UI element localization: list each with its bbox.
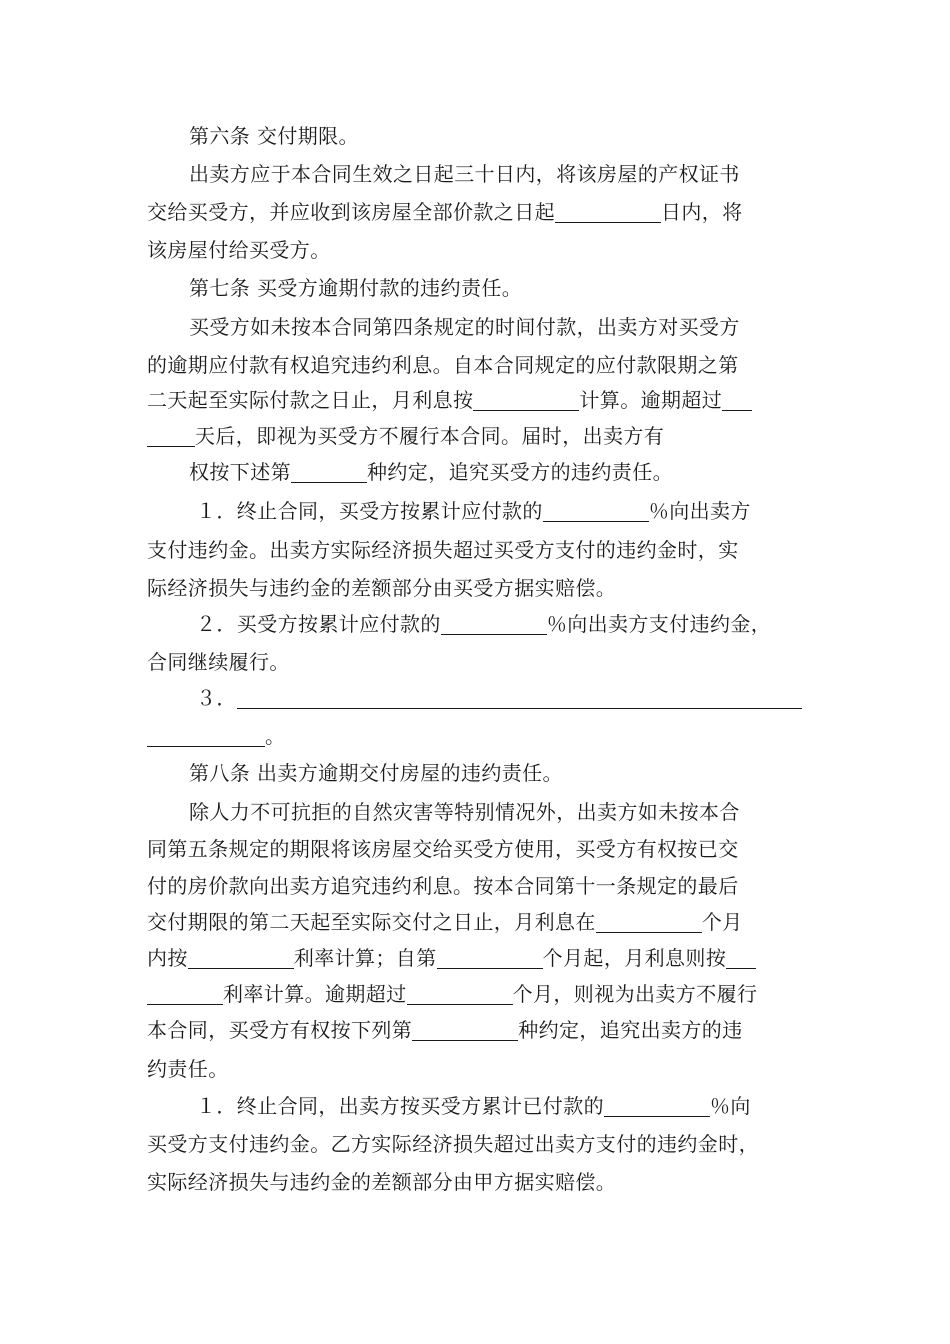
fill-blank[interactable] (407, 982, 513, 1005)
article-8-paragraph-line: 付的房价款向出卖方追究违约利息。按本合同第十一条规定的最后 (147, 874, 739, 898)
article-7-option-3: ３． (196, 682, 802, 714)
article-7-option-3-line: 。 (147, 720, 285, 752)
article-7-option-2: ２．买受方按累计应付款的 ％向出卖方支付违约金， (196, 612, 772, 636)
article-8-option-1-line: 买受方支付违约金。乙方实际经济损失超过出卖方支付的违约金时， (147, 1132, 759, 1156)
article-8-paragraph-line: 利率计算。逾期超过 个月，则视为出卖方不履行 (147, 978, 757, 1010)
article-8-option-1: １．终止合同，出卖方按买受方累计已付款的 ％向 (196, 1094, 751, 1118)
article-7-paragraph-line: 二天起至实际付款之日止，月利息按 计算。逾期超过 (147, 384, 752, 416)
fill-blank[interactable] (147, 724, 265, 747)
article-6-paragraph-line: 交给买受方，并应收到该房屋全部价款之日起 日内，将 (147, 200, 743, 224)
article-7-paragraph-line: 权按下述第 种约定，追究买受方的违约责任。 (189, 460, 673, 484)
article-7-heading: 第七条 买受方逾期付款的违约责任。 (189, 276, 523, 300)
article-8-paragraph-line: 内按 利率计算；自第 个月起，月利息则按 (147, 942, 756, 974)
article-8-paragraph-line: 除人力不可抗拒的自然灾害等特别情况外，出卖方如未按本合 (189, 800, 740, 824)
fill-blank[interactable] (441, 612, 547, 635)
article-7-option-2-line: 合同继续履行。 (147, 650, 290, 674)
article-8-paragraph-line: 交付期限的第二天起至实际交付之日止，月利息在 个月 (147, 910, 743, 934)
fill-blank[interactable] (188, 946, 294, 969)
article-6-heading: 第六条 交付期限。 (189, 124, 359, 148)
fill-blank[interactable] (596, 910, 702, 933)
article-8-paragraph-line: 本合同，买受方有权按下列第 种约定，追究出卖方的违 (147, 1018, 743, 1042)
article-8-heading: 第八条 出卖方逾期交付房屋的违约责任。 (189, 761, 563, 785)
fill-blank[interactable] (412, 1018, 518, 1041)
article-7-option-1-line: 支付违约金。出卖方实际经济损失超过买受方支付的违约金时，实 (147, 538, 739, 562)
article-7-paragraph-line: 的逾期应付款有权追究违约利息。自本合同规定的应付款限期之第 (147, 353, 739, 377)
fill-blank[interactable] (543, 499, 649, 522)
fill-blank[interactable] (555, 200, 661, 223)
fill-blank[interactable] (147, 982, 223, 1005)
article-8-paragraph-line: 约责任。 (147, 1057, 229, 1081)
article-7-option-1-line: 际经济损失与违约金的差额部分由买受方据实赔偿。 (147, 576, 617, 600)
fill-blank[interactable] (237, 686, 802, 709)
article-6-paragraph-line: 出卖方应于本合同生效之日起三十日内，将该房屋的产权证书 (189, 162, 740, 186)
article-8-option-1-line: 实际经济损失与违约金的差额部分由甲方据实赔偿。 (147, 1170, 617, 1194)
fill-blank[interactable] (726, 946, 756, 969)
article-8-paragraph-line: 同第五条规定的期限将该房屋交给买受方使用，买受方有权按已交 (147, 837, 739, 861)
article-7-option-1: １．终止合同，买受方按累计应付款的 ％向出卖方 (196, 499, 751, 523)
fill-blank[interactable] (147, 424, 195, 447)
article-6-paragraph-line: 该房屋付给买受方。 (147, 238, 331, 262)
fill-blank[interactable] (722, 388, 752, 411)
fill-blank[interactable] (604, 1094, 710, 1117)
article-7-paragraph-line: 买受方如未按本合同第四条规定的时间付款，出卖方对买受方 (189, 315, 740, 339)
fill-blank[interactable] (473, 388, 579, 411)
fill-blank[interactable] (437, 946, 543, 969)
article-7-paragraph-line: 天后，即视为买受方不履行本合同。届时，出卖方有 (147, 420, 664, 452)
fill-blank[interactable] (291, 460, 367, 483)
